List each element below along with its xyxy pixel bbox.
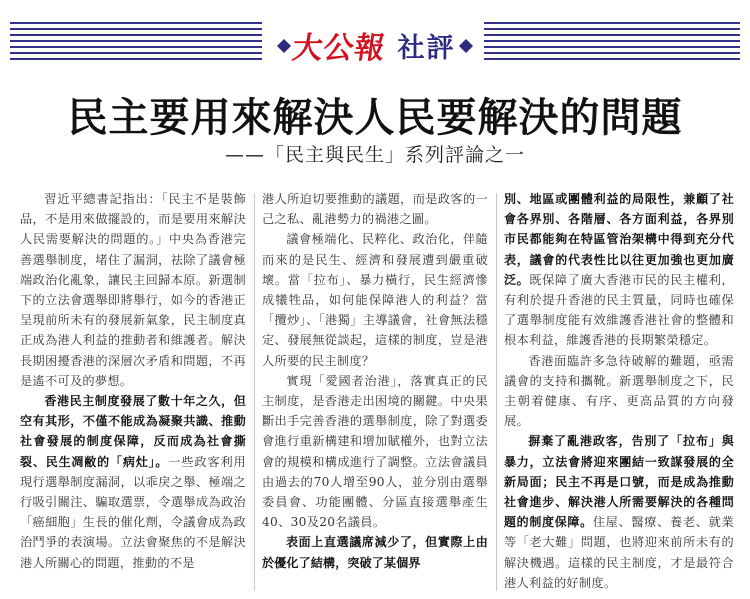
brand-box [272,26,476,64]
column-divider [254,193,255,591]
paragraph [504,431,734,593]
paragraph: 習近平總書記指出：「民主不是裝飾品，不是用來做擺設的，而是要用來解決人民需要解決的問題的。」中央為香港完善選舉制度，堵住了漏洞，祛除了議會極端政治化亂象，讓民主回歸本原。新選制下的立法會選舉即將舉行，如今的香港正呈現前所未有的發展新氣象，民主制度真正成為港人利益的推動者和維護者。解決長期困擾香港的深層次矛盾和問題，不再是遙不可及的夢想。 [20,192,246,388]
article-column-1 [20,189,246,595]
paragraph-text: 一些政客利用現行選舉制度漏洞，以乖戾之舉、極端之行吸引關注、騙取選票，令選舉成為政治「癌細胞」生長的催化劑，令議會成為政治鬥爭的表演場。立法會聚焦的不是解決港人所關心的問題，推動的不是 [20,454,246,570]
bold-lead-text: 摒棄了亂港政客，告別了「拉布」與暴力，立法會將迎來團結一致謀發展的全新局面；民主不再是口號，而是成為推動社會進步、解決港人所需要解決的各種問題的制度保障。 [504,434,734,530]
paragraph: 港人所迫切要推動的議題，而是政客的一己之私、亂港勢力的禍港之圖。 [262,192,488,227]
masthead [0,0,750,80]
article-body [20,189,735,595]
paragraph: 香港面臨許多急待破解的難題，亟需議會的支持和攜靴。新選舉制度之下，民主朝着健康、有序、更高品質的方向發展。 [504,353,734,429]
page-title: 民主要用來解決人民要解決的問題 [67,95,683,141]
newspaper-logo: 大公報 [289,31,388,66]
paragraph [504,189,734,351]
bold-lead-text: 別、地區或團體利益的局限性，兼顧了社會各界別、各階層、各方面利益，各界別市民都能夠在特區管治架構中得到充分代表，議會的代表性比以往更加強也更加廣泛。 [504,192,734,287]
diamond-ornament-icon [458,38,474,54]
bold-lead-text: 香港民主制度發展了數十年之久，但空有其形，不僅不能成為凝聚共識、推動社會發展的制度保障，反而成為社會撕裂、民生凋敝的「病灶」。 [20,394,246,469]
page-subtitle: ——「民主與民生」系列評論之一 [224,144,525,166]
paragraph-text: 既保障了廣大香港市民的民主權利，有利於提升香港的民主質量，同時也確保了選舉制度能有效維護香港社會的整體和根本利益，維護香港的長期繁榮穩定。 [504,272,734,348]
paragraph-text: 住屋、醫療、養老、就業等「老大難」問題，也將迎來前所未有的解決機遇。這樣的民主制度，才是最符合港人利益的好制度。 [504,515,734,590]
paragraph: 議會極端化、民粹化、政治化，伴隨而來的是民生、經濟和發展遭到嚴重破壞。當「拉布」、暴力橫行，民生經濟慘成犧牲品，如何能保障港人的利益？當「攬炒」、「港獨」主導議會，社會無法穩定、發展無從談起，這樣的制度，豈是港人所要的民主制度？ [262,232,488,368]
article-column-3 [504,189,734,595]
section-label: 社評 [397,32,456,64]
column-divider [496,193,497,591]
paragraph-bold: 表面上直選議席減少了，但實際上由於優化了結構，突破了某個界 [262,535,488,570]
article-column-2 [262,189,488,595]
paragraph: 實現「愛國者治港」，落實真正的民主制度，是香港走出困境的關鍵。中央果斷出手完善香港的選舉制度，除了對選委會進行重新構建和增加賦權外，也對立法會的規模和構成進行了調整。立法會議員由過去的70人增至90人，並分別由選舉委員會、功能團體、分區直接選舉產生40、30及20名議員。 [262,373,488,530]
paragraph [20,391,246,573]
